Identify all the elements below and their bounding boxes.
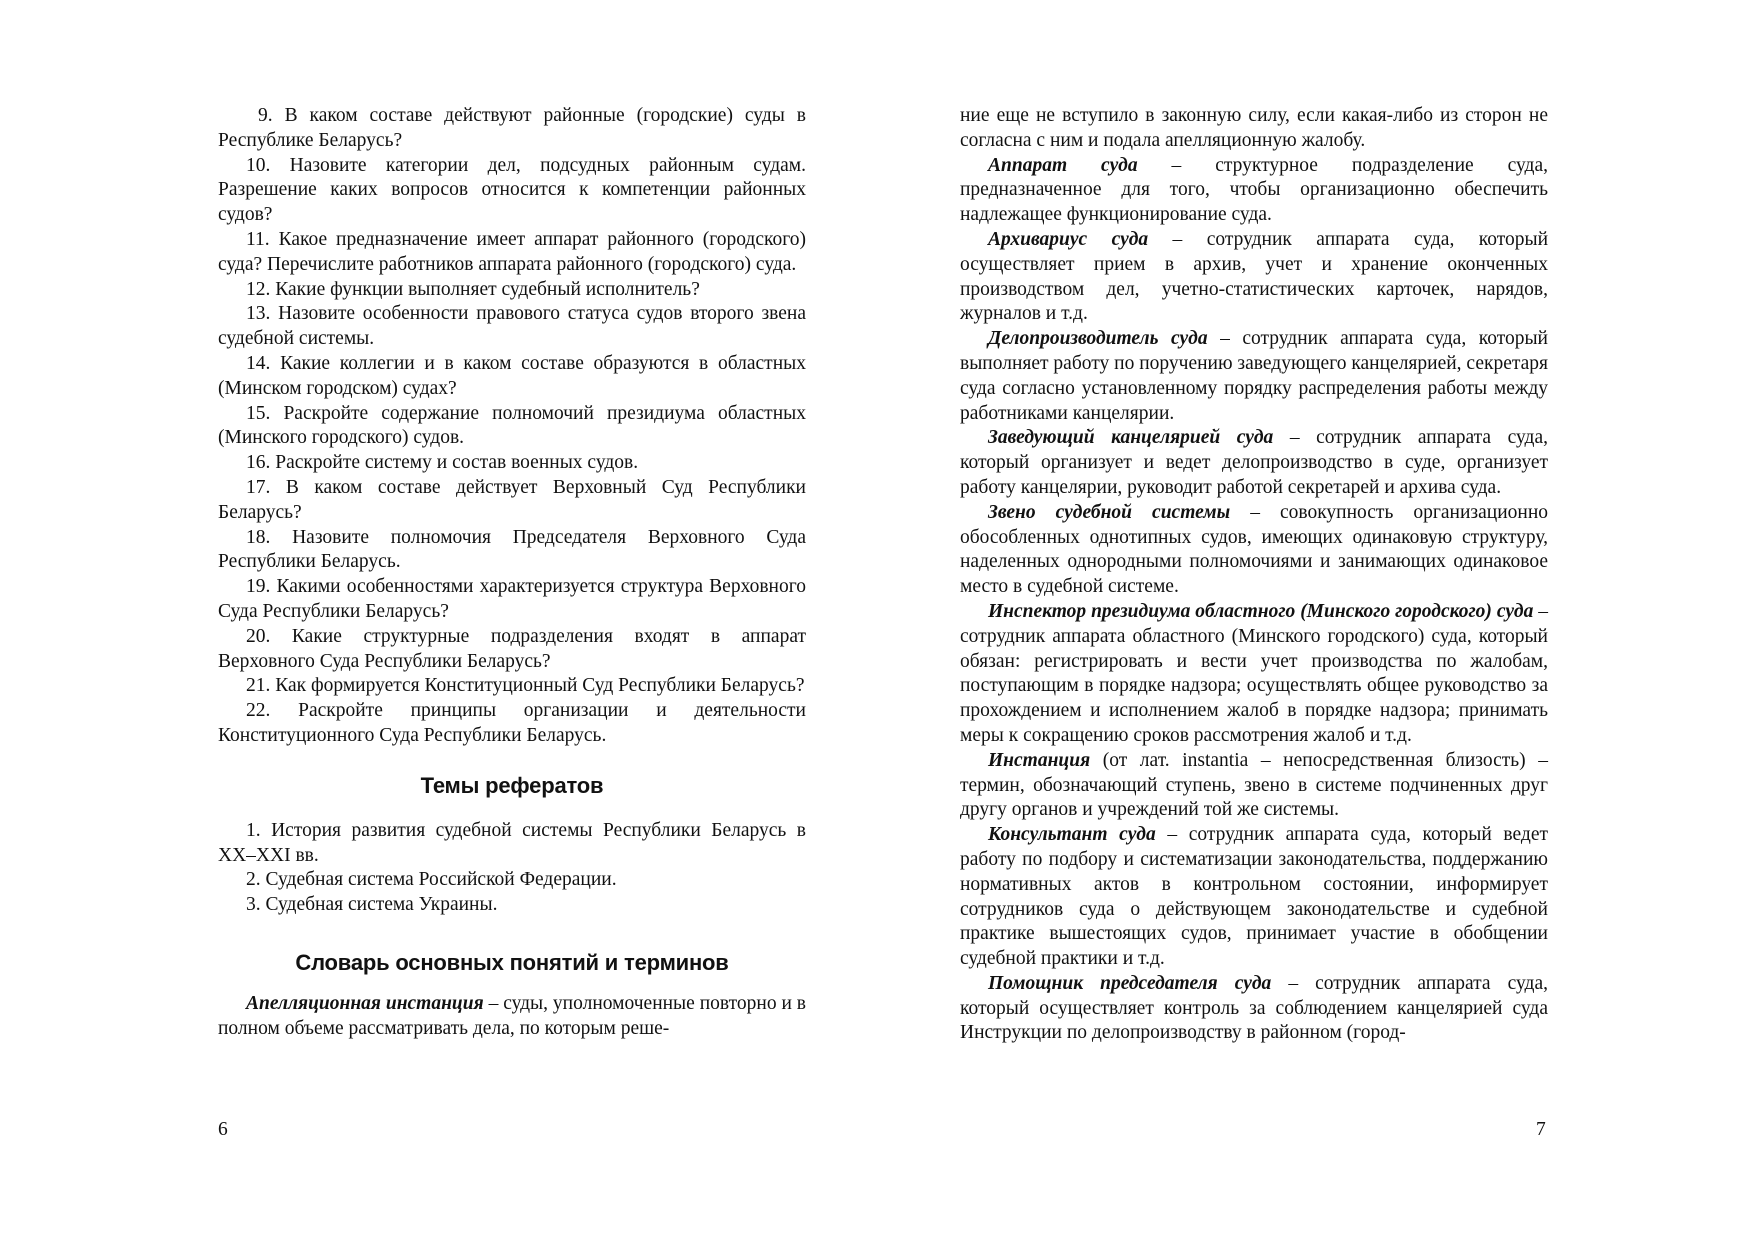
question-item: 10. Назовите категории дел, подсудных районным судам. Разрешение каких вопросов относится к компетенции районных судов? — [218, 154, 806, 226]
glossary-definition: – сотрудник аппарата суда, который ведет работу по подбору и систематизации законодательства, поддержанию нормативных актов в контрольном состоянии, информирует сотрудников суда о действующем законодательстве и судебной практике вышестоящих судов, принимает участие в обобщении судебной практики и т.д. — [960, 824, 1548, 970]
topic-item: 2. Судебная система Российской Федерации. — [246, 869, 617, 891]
glossary-entry — [960, 327, 1548, 426]
glossary-entry — [960, 154, 1548, 228]
topic-item: 3. Судебная система Украины. — [246, 894, 498, 916]
question-item: 14. Какие коллегии и в каком составе образуются в областных (Минском городском) судах? — [218, 352, 806, 399]
glossary-entry — [960, 823, 1548, 972]
glossary-term: Консультант суда — [988, 824, 1156, 846]
glossary-entry — [960, 228, 1548, 327]
glossary-definition: – суды, уполномоченные повторно и в полном объеме рассматривать дела, по которым реше- — [218, 992, 806, 1039]
question-item: 11. Какое предназначение имеет аппарат районного (городского) суда? Перечислите работников аппарата районного (городского) суда. — [218, 228, 806, 275]
glossary-definition: – сотрудник аппарата суда, который организует и ведет делопроизводство в суде, организует работу канцелярии, руководит работой секретарей и архива суда. — [960, 427, 1548, 498]
topics-heading: Темы рефератов — [420, 772, 604, 798]
question-item: 15. Раскройте содержание полномочий президиума областных (Минского городского) судов. — [218, 402, 806, 449]
page-number-right: 7 — [1536, 1119, 1546, 1140]
glossary-term: Инспектор президиума областного (Минского городского) суда — [988, 600, 1534, 622]
glossary-entry — [960, 501, 1548, 600]
question-item: 17. В каком составе действует Верховный Суд Республики Беларусь? — [218, 476, 806, 523]
glossary-definition: – совокупность организационно обособленных однотипных судов, имеющих одинаковую структуру, наделенных однородными полномочиями и занимающих одинаковое место в судебной системе. — [960, 501, 1549, 598]
glossary-definition: – сотрудник аппарата суда, который выполняет работу по поручению заведующего канцелярией, секретаря суда согласно установленному порядку распределения работы между работниками канцелярии. — [960, 328, 1548, 424]
question-item: 18. Назовите полномочия Председателя Верховного Суда Республики Беларусь. — [218, 526, 806, 573]
glossary-definition: – сотрудник аппарата суда, который осуществляет прием в архив, учет и хранение оконченных производством дел, учетно-статистических карточек, нарядов, журналов и т.д. — [960, 228, 1549, 325]
glossary-definition: – сотрудник аппарата суда, который осуществляет контроль за соблюдением канцелярией суда Инструкции по делопроизводству в районном (город- — [960, 972, 1548, 1044]
glossary-term: Помощник председателя суда — [988, 972, 1272, 994]
glossary-term: Инстанция — [988, 749, 1091, 771]
question-item: 9. В каком составе действуют районные (городские) суды в Республике Беларусь? — [218, 105, 806, 151]
question-item: 13. Назовите особенности правового статуса судов второго звена судебной системы. — [218, 303, 806, 350]
topic-item: 1. История развития судебной системы Республики Беларусь в XX–XXI вв. — [218, 819, 806, 866]
glossary-term: Аппарат суда — [988, 154, 1138, 176]
right-page — [960, 104, 1548, 1046]
glossary-heading: Словарь основных понятий и терминов — [295, 949, 729, 975]
question-item: 20. Какие структурные подразделения входят в аппарат Верховного Суда Республики Беларусь? — [218, 625, 806, 672]
question-item: 21. Как формируется Конституционный Суд Республики Беларусь? — [246, 675, 805, 697]
glossary-term: Архивариус суда — [988, 228, 1149, 250]
glossary-term: Заведующий канцелярией суда — [988, 427, 1274, 449]
question-item: 22. Раскройте принципы организации и деятельности Конституционного Суда Республики Беларусь. — [218, 700, 806, 746]
page-number-left: 6 — [218, 1119, 228, 1140]
glossary-term: Делопроизводитель суда — [988, 328, 1208, 350]
left-page — [218, 104, 806, 1042]
glossary-term: Апелляционная инстанция — [246, 992, 484, 1014]
question-item: 16. Раскройте систему и состав военных судов. — [246, 452, 639, 474]
glossary-definition: – сотрудник аппарата областного (Минского городского) суда, который обязан: регистрировать и вести учет производства по жалобам, поступающим в порядке надзора; осуществлять общее руководство за прохождением и исполнением жалоб в порядке надзора; принимать меры к сокращению сроков рассмотрения жалоб и т.д. — [960, 600, 1549, 746]
glossary-definition: (от лат. instantia – непосредственная близость) – термин, обозначающий ступень, звено в системе подчиненных друг другу органов и учреждений той же системы. — [960, 749, 1548, 821]
glossary-entry — [960, 749, 1548, 823]
glossary-definition: – структурное подразделение суда, предназначенное для того, чтобы организационно обеспечить надлежащее функционирование суда. — [960, 154, 1548, 226]
glossary-continuation: ние еще не вступило в законную силу, если какая-либо из сторон не согласна с ним и подала апелляционную жалобу. — [960, 105, 1548, 151]
glossary-entry — [960, 600, 1548, 749]
glossary-entry — [960, 426, 1548, 500]
question-item: 19. Какими особенностями характеризуется структура Верховного Суда Республики Беларусь? — [218, 576, 806, 622]
question-item: 12. Какие функции выполняет судебный исполнитель? — [246, 278, 700, 300]
glossary-entry — [960, 972, 1548, 1046]
glossary-entry — [218, 992, 806, 1042]
glossary-term: Звено судебной системы — [988, 501, 1231, 523]
